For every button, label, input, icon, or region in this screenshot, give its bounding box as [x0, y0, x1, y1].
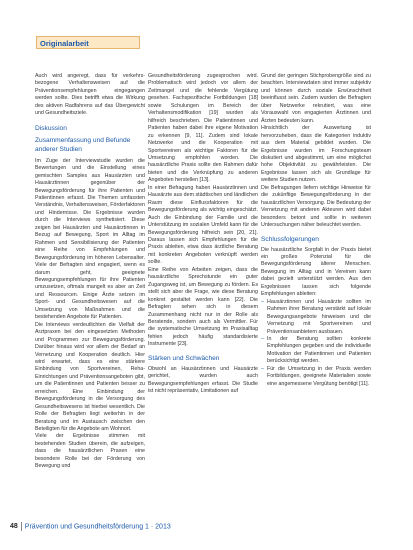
page-footer — [10, 522, 171, 531]
section-heading: Schlussfolgerungen — [261, 235, 319, 243]
page-number: 48 — [10, 523, 18, 531]
paragraph: Hinsichtlich der Auswertung ist hervorzuheben, dass die Kategorien induktiv aus dem Material gebildet wurden. Die Ergebnisse wurden im Forschungsteam diskutiert und abgestimmt, um eine möglichst hohe Objektivität zu gewährleisten. Die Ergebnisse lassen sich als Grundlage für weitere Studien nutzen. — [261, 125, 371, 184]
section-heading: Diskussion — [35, 124, 67, 132]
list-item: – Für die Umsetzung in der Praxis werden Fortbildungen, geeignete Materialien sowie eine angemessene Vergütung benötigt [11]. — [261, 366, 371, 388]
paragraph: Viele der Ergebnisse stimmen mit bestehenden Studien überein, die aufzeigen, dass die hausärztlichen Praxen eine besondere Rolle bei der Förderung von Bewegung und — [35, 433, 145, 470]
paragraph: In einer Befragung haben Hausärztinnen und Hausärzte aus dem städtischen und ländlichen Raum diese Einflussfaktoren für die Bewegungsförderung als wichtig eingeschätzt. Auch die Einbindung der Familie und die Unterstützung im sozialen Umfeld kann für die Bewegungsförderung hilfreich sein [20, 21]. Daraus lassen sich Empfehlungen für die Praxis ableiten, etwa dass ärztliche Beratung mit konkreten Angeboten verknüpft werden sollte. — [148, 184, 258, 266]
paragraph: Die hausärztliche Sorgfalt in der Praxis bietet ein großes Potenzial für die Bewegungsförderung älterer Menschen. Bewegung im Alltag und in Vereinen kann dabei gezielt unterstützt werden. Aus den Ergebnissen lassen sich folgende Empfehlungen ableiten: — [261, 246, 371, 298]
recommendation-list — [261, 299, 371, 388]
paragraph: Auch wird angeregt, dass für verkehrs- bezogene Verhaltensweisen auf die Präventionsempfehlungen eingegangen werden sollte. Dies betrifft etwa die Wirkung des aktiven Radfahrens auf das Übergewicht und Gesundheitsziele. — [35, 73, 145, 117]
paragraph: Eine Reihe von Arbeiten zeigen, dass die hausärztliche Sprechstunde ein guter Zugangsweg ist, um Bewegung zu fördern. Es stellt sich aber die Frage, wie diese Beratung konkret gestaltet werden kann [22]. Die Befragten sehen sich in diesem Zusammenhang nicht nur in der Rolle als Beratende, sondern auch als Vermittler. Für die systematische Umsetzung im Praxisalltag fehlen jedoch häufig standardisierte Instrumente [23]. — [148, 266, 258, 348]
section-heading: Stärken und Schwächen — [148, 354, 220, 362]
paragraph: Im Zuge der Interviewstudie wurden die Bewertungen und die Einstellung eines gemischten Samples aus Hausärzten und Hausärztinnen gegenüber der Bewegungsförderung für ihre Patienten und Patientinnen erfasst. Die Themen umfassten Verständnis, Verhaltensweisen, Förderfaktoren und Hindernisse. Die Ergebnisse wurden durch die Interviews synthetisiert. Diese zeigen bei Hausärzten und Hausärztinnen in Bezug auf Bewegung, Sport im Alltag im Rahmen und Sensibilisierung der Patienten eine Reihe von Empfehlungen und Bewegungsförderung im höheren Lebensalter. Viele der Befragten sind engagiert, wenn es darum geht, geeignete Bewegungsempfehlungen für ihre Patienten umzusetzen, oftmals mangelt es aber an Zeit und Ressourcen. Einige Ärzte setzen im Sport- und Gesundheitswesen auf die Umsetzung von Maßnahmen und die bestehenden Angebote für Patienten. — [35, 157, 145, 321]
paragraph: Obwohl an Hausärztinnen und Hausärzte gerichtet, wurden auch Bewegungsempfehlungen erfasst. Die Studie ist nicht repräsentativ, Limitationen auf — [148, 365, 258, 395]
column-1 — [35, 73, 145, 471]
footer-divider — [21, 522, 22, 531]
column-3 — [261, 73, 371, 388]
list-item: – Hausärztinnen und Hausärzte sollten im Rahmen ihrer Beratung verstärkt auf lokale Bewegungsangebote hinweisen und die Vernetzung mit Sportvereinen und Präventionsanbietern ausbauen. — [261, 299, 371, 336]
column-2 — [148, 73, 258, 396]
journal-name: Prävention und Gesundheitsförderung 1 · 2013 — [24, 523, 171, 531]
paragraph: Die Befragungen liefern wichtige Hinweise für die zukünftige Bewegungsförderung in der hausärztlichen Versorgung. Die Bedeutung der Vernetzung mit anderen Akteuren wird dabei besonders betont und sollte in weiteren Untersuchungen näher beleuchtet werden. — [261, 184, 371, 229]
article-type-tag: Originalarbeit — [36, 36, 140, 49]
paragraph: Die Interviews verdeutlichten die Vielfalt der Arztpraxen bei den eingesetzten Methoden und Programmen zur Bewegungsförderung. Darüber hinaus wird vor allem der Bedarf an Vernetzung und Kooperation deutlich. Hier wird erwartet, dass es eine stärkere Einbindung von Sportvereinen, Reha-Einrichtungen und Präventionsangeboten gibt, um die Patientinnen und Patienten besser zu erreichen. Eine Einbindung der Bewegungsförderung in die Versorgung des Gesundheitswesens ist hierbei wesentlich. Die Rolle der Befragten liegt weiterhin in der Beratung und im Austausch zwischen den Beteiligten für die Angebote am Wohnort. — [35, 321, 145, 433]
paragraph: Gesundheitsförderung zugesprochen wird. Problematisch wird jedoch vor allem der Zeitmangel und die fehlende Vergütung gesehen. Fachspezifische Fortbildungen [18] sowie Schulungen im Bereich der Verhaltensmodifikation [19] wurden als hilfreich beschrieben. Die Patientinnen und Patienten haben dabei ihre eigene Motivation zu erkennen [9, 11]. Zudem sind lokale Netzwerke und die Kooperation mit Sportvereinen als wichtige Faktoren für die Umsetzung empfohlen worden. Die hausärztliche Praxis sollte den Rahmen dafür bieten und die Verknüpfung zu anderen Angeboten herstellen [13]. — [148, 73, 258, 184]
list-item: – In der Beratung sollten konkrete Empfehlungen gegeben und die individuelle Motivation der Patientinnen und Patienten berücksichtigt werden. — [261, 336, 371, 366]
paragraph: Grund der geringen Stichprobengröße sind zu beachten. Interviewdaten sind immer subjektiv und können durch soziale Erwünschtheit beeinflusst sein. Zudem wurden die Befragten über Netzwerke rekrutiert, was eine Vorauswahl von engagierten Ärztinnen und Ärzten bedeuten kann. — [261, 73, 371, 124]
subsection-heading: Zusammenfassung und Befunde anderer Studien — [35, 136, 131, 153]
